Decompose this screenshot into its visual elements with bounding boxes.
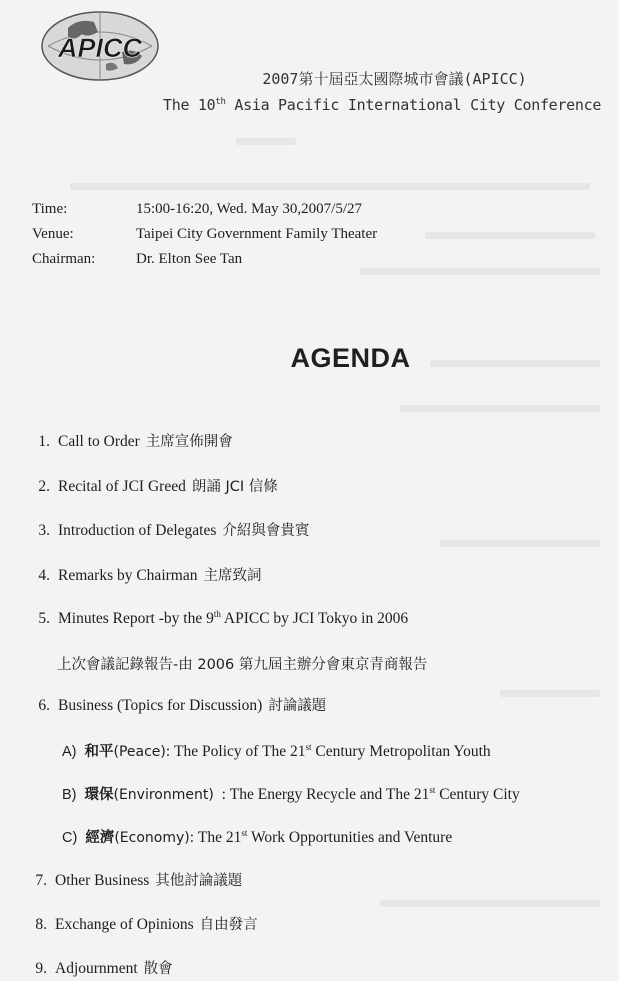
item-text: Introduction of Delegates bbox=[58, 522, 217, 539]
item-number: 8. bbox=[35, 916, 47, 933]
item-text-zh: 主席宣佈開會 bbox=[145, 434, 233, 450]
item-number: 2. bbox=[38, 478, 50, 495]
agenda-heading: AGENDA bbox=[290, 343, 411, 373]
item-text: Other Business bbox=[55, 872, 150, 889]
agenda-item bbox=[22, 519, 309, 540]
venue-value: Taipei City Government Family Theater bbox=[136, 226, 378, 242]
topic-paren: (Peace) bbox=[113, 744, 166, 760]
discussion-topic bbox=[62, 740, 491, 761]
topic-letter: A) bbox=[62, 744, 77, 760]
item-number: 6. bbox=[38, 697, 50, 714]
topic-paren: (Economy) bbox=[114, 830, 190, 846]
conference-title-zh: 2007第十屆亞太國際城市會議(APICC) bbox=[262, 70, 527, 88]
item-text-zh: 主席致詞 bbox=[203, 568, 262, 584]
chairman-value: Dr. Elton See Tan bbox=[136, 251, 243, 267]
agenda-item bbox=[19, 913, 258, 934]
agenda-item bbox=[22, 694, 326, 715]
chairman-label: Chairman: bbox=[32, 251, 96, 267]
item-text-zh: 介紹與會貴賓 bbox=[222, 523, 310, 539]
topic-zh: 經濟 bbox=[85, 830, 115, 846]
agenda-item bbox=[22, 475, 278, 496]
topic-text-end: Century Metropolitan Youth bbox=[311, 743, 491, 760]
item-text: Minutes Report -by the 9th APICC by JCI Tokyo in 2006 bbox=[58, 609, 409, 628]
item-number: 7. bbox=[35, 872, 47, 889]
time-row bbox=[32, 201, 377, 226]
item-text-zh: 朗誦 JCI 信條 bbox=[191, 479, 278, 495]
item-text: Remarks by Chairman bbox=[58, 567, 198, 584]
show-through-mark bbox=[360, 268, 600, 275]
show-through-mark bbox=[440, 540, 600, 547]
chairman-row bbox=[32, 251, 377, 276]
item-text: Business (Topics for Discussion) bbox=[58, 697, 263, 714]
topic-letter: C) bbox=[62, 830, 78, 846]
meeting-details bbox=[32, 201, 377, 276]
agenda-item bbox=[22, 609, 408, 628]
topic-paren: (Environment) bbox=[113, 787, 214, 803]
item-text-zh: 其他討論議題 bbox=[155, 873, 243, 889]
topic-text: : The 21 bbox=[189, 829, 242, 846]
show-through-mark bbox=[400, 405, 600, 412]
topic-sup: st bbox=[429, 784, 436, 795]
venue-row bbox=[32, 226, 377, 251]
agenda-item bbox=[22, 564, 261, 585]
topic-zh: 和平 bbox=[84, 744, 114, 760]
agenda-item bbox=[19, 869, 242, 890]
item-number: 4. bbox=[38, 567, 50, 584]
item-text-zh: 自由發言 bbox=[199, 917, 258, 933]
discussion-topic bbox=[62, 783, 520, 804]
item-text: Exchange of Opinions bbox=[55, 916, 194, 933]
item-number: 3. bbox=[38, 522, 50, 539]
topic-text: : The Energy Recycle and The 21 bbox=[213, 786, 430, 803]
item-number: 1. bbox=[38, 433, 50, 450]
item-text: Recital of JCI Greed bbox=[58, 478, 186, 495]
item-text-zh: 討論議題 bbox=[268, 698, 327, 714]
agenda-item bbox=[22, 430, 233, 451]
topic-text-end: Work Opportunities and Venture bbox=[247, 829, 453, 846]
topic-sup: st bbox=[305, 741, 312, 752]
show-through-mark bbox=[425, 232, 595, 239]
topic-text-end: Century City bbox=[435, 786, 520, 803]
topic-text: : The Policy of The 21 bbox=[165, 743, 306, 760]
topic-zh: 環保 bbox=[84, 787, 114, 803]
show-through-mark bbox=[70, 183, 590, 190]
show-through-mark bbox=[380, 900, 600, 907]
agenda-item bbox=[19, 957, 173, 978]
agenda-item-note: 上次會議記錄報告-由 2006 第九屆主辦分會東京青商報告 bbox=[57, 657, 428, 673]
venue-label: Venue: bbox=[32, 226, 74, 242]
conference-title-en: The 10th Asia Pacific International City Conference bbox=[163, 96, 602, 114]
show-through-mark bbox=[500, 690, 600, 697]
topic-sup: st bbox=[241, 827, 248, 838]
show-through-mark bbox=[236, 138, 296, 145]
item-text-zh: 散會 bbox=[143, 961, 173, 977]
time-label: Time: bbox=[32, 201, 68, 217]
item-text: Adjournment bbox=[55, 960, 138, 977]
time-value: 15:00-16:20, Wed. May 30,2007/5/27 bbox=[136, 201, 363, 217]
discussion-topic bbox=[62, 826, 452, 847]
logo-text: APICC bbox=[57, 33, 143, 63]
item-text: Call to Order bbox=[58, 433, 140, 450]
item-number: 5. bbox=[38, 610, 50, 628]
topic-letter: B) bbox=[62, 787, 77, 803]
item-number: 9. bbox=[35, 960, 47, 977]
